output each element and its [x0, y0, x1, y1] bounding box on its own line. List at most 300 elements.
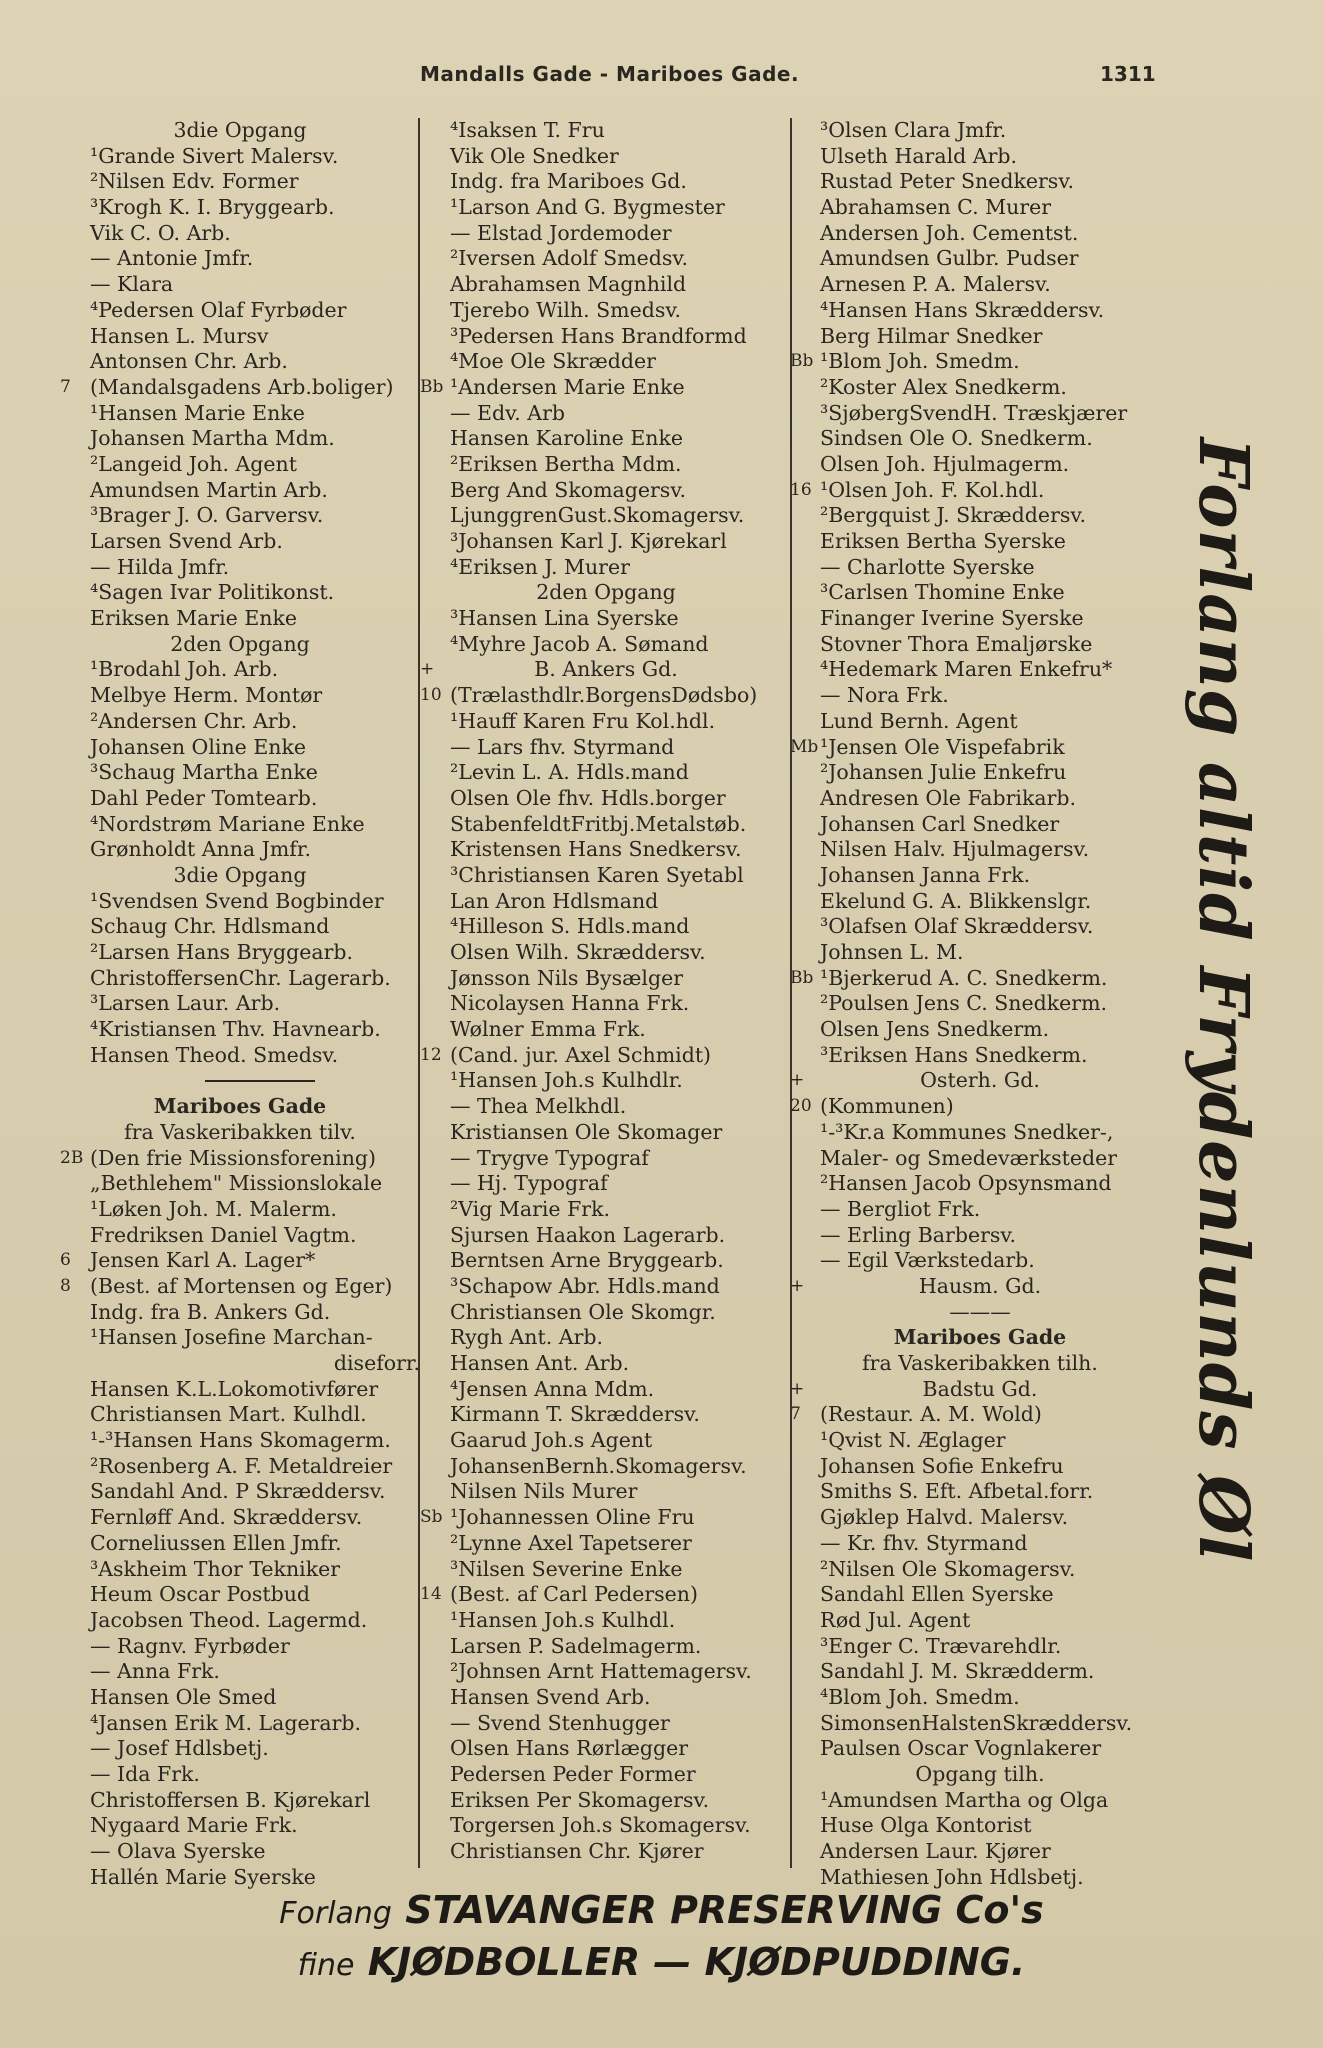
house-number [790, 1659, 820, 1685]
directory-entry [420, 580, 792, 606]
entry-text: Tjerebo Wilh. Smedsv. [450, 297, 682, 322]
house-number [60, 221, 90, 247]
house-number [60, 1711, 90, 1737]
directory-entry [60, 863, 420, 889]
entry-text: Hansen Ant. Arb. [450, 1351, 630, 1375]
entry-text: (Mandalsgadens Arb.boliger) [90, 374, 394, 399]
entry-text: ²Bergquist J. Skræddersv. [820, 503, 1087, 528]
directory-entry [420, 1248, 792, 1274]
house-number [790, 914, 820, 940]
house-number [60, 1223, 90, 1249]
entry-text: Sandahl Ellen Syerske [820, 1582, 1054, 1607]
house-number [420, 1017, 450, 1043]
directory-entry [60, 221, 420, 247]
entry-text: Nicolaysen Hanna Frk. [450, 991, 690, 1016]
directory-entry [420, 1582, 792, 1608]
house-number [790, 1043, 820, 1069]
section-rule [60, 1068, 420, 1094]
directory-entry [420, 1120, 792, 1146]
entry-text: ⁴Moe Ole Skrædder [450, 349, 656, 374]
house-number [790, 940, 820, 966]
directory-entry [420, 1223, 792, 1249]
directory-entry [790, 812, 1170, 838]
directory-entry [60, 1454, 420, 1480]
entry-text: ¹Hansen Joh.s Kulhdlr. [450, 1068, 683, 1093]
house-number [420, 1351, 450, 1377]
directory-entry [420, 966, 792, 992]
directory-entry [60, 272, 420, 298]
house-number [420, 1223, 450, 1249]
house-number [60, 606, 90, 632]
house-number [60, 1094, 90, 1120]
directory-entry [790, 580, 1170, 606]
entry-text: ¹Bjerkerud A. C. Snedkerm. [820, 965, 1108, 990]
entry-text: ¹Qvist N. Æglager [820, 1428, 1006, 1453]
entry-text: (Kommunen) [820, 1094, 954, 1119]
entry-text: diseforr. [333, 1351, 420, 1375]
entry-text: Heum Oscar Postbud [90, 1582, 311, 1607]
entry-text: Christiansen Chr. Kjører [450, 1839, 704, 1864]
house-number [60, 1197, 90, 1223]
house-number: + [790, 1378, 805, 1399]
directory-entry [60, 375, 420, 401]
house-number [420, 812, 450, 838]
column-1 [60, 118, 420, 1890]
directory-entry [790, 1377, 1170, 1403]
directory-entry [420, 863, 792, 889]
entry-text: — Egil Værkstedarb. [820, 1248, 1035, 1273]
entry-text: ¹-³Hansen Hans Skomagerm. [90, 1428, 391, 1453]
directory-entry [420, 195, 792, 221]
house-number [790, 1223, 820, 1249]
directory-entry [60, 760, 420, 786]
directory-entry [790, 1120, 1170, 1146]
directory-entry [420, 657, 792, 683]
entry-text: ²Larsen Hans Bryggearb. [90, 940, 354, 964]
house-number [420, 1685, 450, 1711]
house-number [790, 1479, 820, 1505]
house-number [420, 195, 450, 221]
entry-text: — Antonie Jmfr. [90, 246, 254, 271]
house-number [60, 169, 90, 195]
house-number [60, 195, 90, 221]
directory-entry [420, 1839, 792, 1865]
house-number [420, 1813, 450, 1839]
house-number [60, 889, 90, 915]
house-number: Sb [420, 1507, 443, 1528]
house-number [60, 401, 90, 427]
entry-text: Berg Hilmar Snedker [820, 323, 1043, 348]
house-number: + [790, 1275, 805, 1296]
directory-entry [420, 1146, 792, 1172]
directory-entry [60, 786, 420, 812]
entry-text: Jønsson Nils Bysælger [450, 965, 683, 990]
house-number [790, 298, 820, 324]
directory-entry [790, 1557, 1170, 1583]
house-number [790, 1865, 820, 1891]
directory-entry [790, 1197, 1170, 1223]
house-number [790, 1711, 820, 1737]
directory-entry [420, 1454, 792, 1480]
directory-entry [60, 503, 420, 529]
entry-text: Huse Olga Kontorist [820, 1813, 1032, 1838]
directory-entry [60, 632, 420, 658]
house-number [60, 1839, 90, 1865]
house-number [790, 1120, 820, 1146]
entry-text: Hansen K.L.Lokomotivfører [90, 1376, 379, 1401]
entry-text: 2den Opgang [536, 580, 676, 605]
house-number [420, 324, 450, 350]
directory-entry [60, 1813, 420, 1839]
directory-entry [420, 1762, 792, 1788]
directory-entry [60, 1017, 420, 1043]
entry-text: ¹Grande Sivert Malersv. [90, 143, 339, 168]
house-number [790, 1351, 820, 1377]
directory-entry [420, 1351, 792, 1377]
directory-entry [60, 1043, 420, 1069]
house-number [420, 349, 450, 375]
directory-entry [60, 324, 420, 350]
entry-text: ²Iversen Adolf Smedsv. [450, 246, 689, 271]
house-number [790, 555, 820, 581]
directory-entry [790, 966, 1170, 992]
house-number [60, 452, 90, 478]
house-number [790, 812, 820, 838]
directory-entry [60, 1839, 420, 1865]
entry-text: ⁴Sagen Ivar Politikonst. [90, 580, 335, 605]
entry-text: — Klara [90, 272, 174, 297]
entry-text: Jacobsen Theod. Lagermd. [90, 1607, 368, 1632]
entry-text: — Kr. fhv. Styrmand [820, 1530, 1028, 1555]
directory-entry [420, 452, 792, 478]
directory-entry [420, 1017, 792, 1043]
entry-text: Olsen Wilh. Skræddersv. [450, 940, 706, 964]
directory-entry [790, 1248, 1170, 1274]
directory-entry [790, 478, 1170, 504]
directory-entry [790, 169, 1170, 195]
directory-entry [790, 1813, 1170, 1839]
house-number [420, 1094, 450, 1120]
directory-entry [420, 1736, 792, 1762]
entry-text: ⁴Eriksen J. Murer [450, 554, 630, 579]
entry-text: Berg And Skomagersv. [450, 477, 686, 502]
entry-text: Sandahl And. P Skræddersv. [90, 1479, 386, 1504]
directory-entry [790, 1274, 1170, 1300]
entry-text: Melbye Herm. Montør [90, 683, 323, 708]
entry-text: — Bergliot Frk. [820, 1196, 981, 1221]
house-number [790, 1557, 820, 1583]
directory-entry [420, 1711, 792, 1737]
directory-entry [790, 1043, 1170, 1069]
house-number [420, 426, 450, 452]
directory-entry [60, 1351, 420, 1377]
directory-entry [420, 1274, 792, 1300]
directory-entry [790, 555, 1170, 581]
directory-entry [790, 1351, 1170, 1377]
entry-text: ⁴Blom Joh. Smedm. [820, 1684, 1020, 1709]
entry-text: Christoffersen B. Kjørekarl [90, 1787, 371, 1812]
entry-text: B. Ankers Gd. [534, 657, 678, 682]
directory-entry [420, 812, 792, 838]
entry-text: Hallén Marie Syerske [90, 1864, 316, 1889]
directory-entry [420, 1557, 792, 1583]
house-number [420, 1120, 450, 1146]
directory-entry [60, 991, 420, 1017]
directory-entry [60, 1582, 420, 1608]
directory-entry [420, 735, 792, 761]
house-number [60, 529, 90, 555]
directory-entry [790, 1788, 1170, 1814]
directory-entry [60, 426, 420, 452]
entry-text: (Restaur. A. M. Wold) [820, 1402, 1042, 1427]
house-number [420, 1274, 450, 1300]
entry-text: ²Nilsen Edv. Former [90, 169, 299, 194]
directory-entry [790, 1865, 1170, 1891]
house-number [790, 1171, 820, 1197]
directory-entry [420, 1377, 792, 1403]
house-number: Bb [420, 376, 444, 397]
ad-main: KJØDBOLLER — KJØDPUDDING. [367, 1940, 1026, 1984]
directory-entry [790, 1428, 1170, 1454]
house-number [790, 1300, 820, 1326]
directory-entry [790, 1479, 1170, 1505]
house-number [790, 1608, 820, 1634]
entry-text: ²Vig Marie Frk. [450, 1196, 611, 1221]
directory-entry [420, 1788, 792, 1814]
house-number [60, 1659, 90, 1685]
entry-text: Olsen Hans Rørlægger [450, 1736, 689, 1761]
house-number [420, 1171, 450, 1197]
house-number [420, 837, 450, 863]
house-number [420, 1608, 450, 1634]
entry-text: Finanger Iverine Syerske [820, 606, 1084, 631]
directory-entry [790, 1634, 1170, 1660]
directory-entry [60, 606, 420, 632]
entry-text: Amundsen Gulbr. Pudser [820, 246, 1079, 271]
house-number [790, 606, 820, 632]
house-number [420, 1788, 450, 1814]
entry-text: ³Eriksen Hans Snedkerm. [820, 1042, 1088, 1067]
entry-text: Jensen Karl A. Lager* [90, 1248, 316, 1273]
directory-entry [420, 1634, 792, 1660]
entry-text: Christiansen Ole Skomgr. [450, 1299, 716, 1324]
house-number [420, 1146, 450, 1172]
directory-entry [60, 1659, 420, 1685]
directory-entry [60, 195, 420, 221]
entry-text: (Den frie Missionsforening) [90, 1145, 377, 1170]
entry-text: Johansen Carl Snedker [820, 811, 1060, 836]
house-number [790, 1813, 820, 1839]
entry-text: ³Brager J. O. Garversv. [90, 503, 324, 528]
entry-text: Sandahl J. M. Skrædderm. [820, 1659, 1095, 1684]
house-number: Mb [790, 736, 819, 757]
house-number [60, 1377, 90, 1403]
directory-entry [60, 478, 420, 504]
entry-text: ²Nilsen Ole Skomagersv. [820, 1556, 1076, 1581]
directory-entry [790, 632, 1170, 658]
bottom-ad-line-1 [0, 1888, 1323, 1932]
directory-entry [60, 401, 420, 427]
directory-entry [790, 246, 1170, 272]
house-number [60, 1813, 90, 1839]
house-number [60, 1120, 90, 1146]
entry-text: Olsen Jens Snedkerm. [820, 1017, 1050, 1042]
entry-text: — Charlotte Syerske [820, 554, 1035, 579]
house-number: 7 [790, 1404, 801, 1425]
house-number [420, 1068, 450, 1094]
entry-text: Hausm. Gd. [918, 1273, 1042, 1298]
house-number: 12 [420, 1044, 442, 1065]
directory-entry [420, 786, 792, 812]
house-number [420, 735, 450, 761]
house-number [60, 1351, 90, 1377]
house-number [60, 298, 90, 324]
house-number [420, 1402, 450, 1428]
directory-entry [60, 1171, 420, 1197]
directory-entry [60, 118, 420, 144]
directory-entry [420, 1300, 792, 1326]
entry-text: ⁴Myhre Jacob A. Sømand [450, 631, 709, 656]
house-number [790, 1197, 820, 1223]
house-number [420, 709, 450, 735]
directory-entry [790, 1068, 1170, 1094]
house-number [60, 709, 90, 735]
entry-text: Rød Jul. Agent [820, 1607, 971, 1632]
entry-text: Hansen Karoline Enke [450, 426, 684, 451]
house-number [420, 966, 450, 992]
house-number [60, 657, 90, 683]
directory-entry [420, 632, 792, 658]
entry-text: Christiansen Mart. Kulhdl. [90, 1402, 367, 1427]
entry-text: ³Pedersen Hans Brandformd [450, 323, 747, 348]
directory-entry [420, 169, 792, 195]
directory-entry [790, 1582, 1170, 1608]
directory-entry [420, 349, 792, 375]
directory-entry [60, 1762, 420, 1788]
side-advertisement [1178, 437, 1268, 1563]
house-number [420, 632, 450, 658]
house-number [420, 246, 450, 272]
house-number [420, 503, 450, 529]
house-number [420, 1325, 450, 1351]
directory-entry [790, 1223, 1170, 1249]
entry-text: — Ragnv. Fyrbøder [90, 1633, 290, 1658]
entry-text: Badstu Gd. [922, 1376, 1038, 1401]
house-number [420, 580, 450, 606]
entry-text: ¹Hansen Joh.s Kulhdl. [450, 1607, 676, 1632]
house-number [790, 709, 820, 735]
house-number [790, 1505, 820, 1531]
directory-entry [420, 1608, 792, 1634]
house-number [790, 889, 820, 915]
directory-entry [790, 1171, 1170, 1197]
house-number [60, 1017, 90, 1043]
directory-entry [790, 349, 1170, 375]
directory-entry [60, 1197, 420, 1223]
directory-entry [60, 1377, 420, 1403]
house-number [790, 246, 820, 272]
entry-text: ⁴Pedersen Olaf Fyrbøder [90, 297, 347, 322]
house-number [60, 580, 90, 606]
directory-entry [420, 1402, 792, 1428]
directory-entry [790, 118, 1170, 144]
entry-text: Antonsen Chr. Arb. [90, 349, 288, 374]
house-number [790, 1634, 820, 1660]
house-number [420, 272, 450, 298]
directory-entry [60, 1865, 420, 1891]
entry-text: ²Johnsen Arnt Hattemagersv. [450, 1659, 752, 1684]
entry-text: ³Hansen Lina Syerske [450, 606, 679, 631]
entry-text: ²Hansen Jacob Opsynsmand [820, 1171, 1112, 1196]
entry-text: — Elstad Jordemoder [450, 220, 672, 245]
house-number [420, 1300, 450, 1326]
entry-text: ³Nilsen Severine Enke [450, 1556, 683, 1581]
entry-text: LjunggrenGust.Skomagersv. [450, 503, 745, 528]
entry-text: Gjøklep Halvd. Malersv. [820, 1505, 1069, 1530]
page-header [0, 62, 1323, 96]
house-number [60, 1685, 90, 1711]
directory-entry [60, 1146, 420, 1172]
entry-text: Osterh. Gd. [920, 1068, 1040, 1093]
entry-text: Nilsen Nils Murer [450, 1479, 638, 1504]
house-number [790, 221, 820, 247]
entry-text: Hansen Svend Arb. [450, 1684, 651, 1709]
entry-text: ²Koster Alex Snedkerm. [820, 374, 1067, 399]
directory-entry [790, 1505, 1170, 1531]
entry-text: Wølner Emma Frk. [450, 1017, 646, 1042]
directory-entry [60, 683, 420, 709]
entry-text: JohansenBernh.Skomagersv. [450, 1453, 747, 1478]
house-number [420, 1634, 450, 1660]
directory-entry [420, 1479, 792, 1505]
entry-text: ²Andersen Chr. Arb. [90, 708, 298, 733]
entry-text: Olsen Joh. Hjulmagerm. [820, 451, 1070, 476]
directory-entry [790, 606, 1170, 632]
directory-entry [60, 529, 420, 555]
house-number [60, 966, 90, 992]
directory-entry [420, 1043, 792, 1069]
entry-text: Eriksen Bertha Syerske [820, 529, 1066, 553]
entry-text: Johansen Janna Frk. [820, 862, 1031, 887]
entry-text: ¹Løken Joh. M. Malerm. [90, 1196, 337, 1221]
entry-text: Pedersen Peder Former [450, 1762, 696, 1786]
directory-entry [420, 478, 792, 504]
entry-text: Olsen Ole fhv. Hdls.borger [450, 785, 726, 810]
entry-text: ⁴Nordstrøm Mariane Enke [90, 811, 365, 836]
entry-text: Johansen Martha Mdm. [90, 426, 335, 451]
directory-entry [790, 683, 1170, 709]
entry-text: ³Krogh K. I. Bryggearb. [90, 195, 335, 220]
entry-text: Smiths S. Eft. Afbetal.forr. [820, 1479, 1094, 1504]
house-number: Bb [790, 967, 814, 988]
page-title: Mandalls Gade - Mariboes Gade. [420, 62, 800, 86]
directory-entry [420, 1171, 792, 1197]
directory-entry [790, 1300, 1170, 1326]
entry-text: ⁴Isaksen T. Fru [450, 118, 605, 142]
directory-entry [790, 144, 1170, 170]
house-number [60, 144, 90, 170]
directory-entry [420, 991, 792, 1017]
house-number [60, 1454, 90, 1480]
house-number [790, 580, 820, 606]
entry-text: Arnesen P. A. Malersv. [820, 272, 1051, 297]
directory-entry [790, 1402, 1170, 1428]
ad-prefix: Forlang [279, 1896, 392, 1931]
directory-entry [420, 837, 792, 863]
directory-entry [420, 1197, 792, 1223]
entry-text: 3die Opgang [173, 118, 307, 142]
entry-text: ⁴Hansen Hans Skræddersv. [820, 297, 1105, 322]
